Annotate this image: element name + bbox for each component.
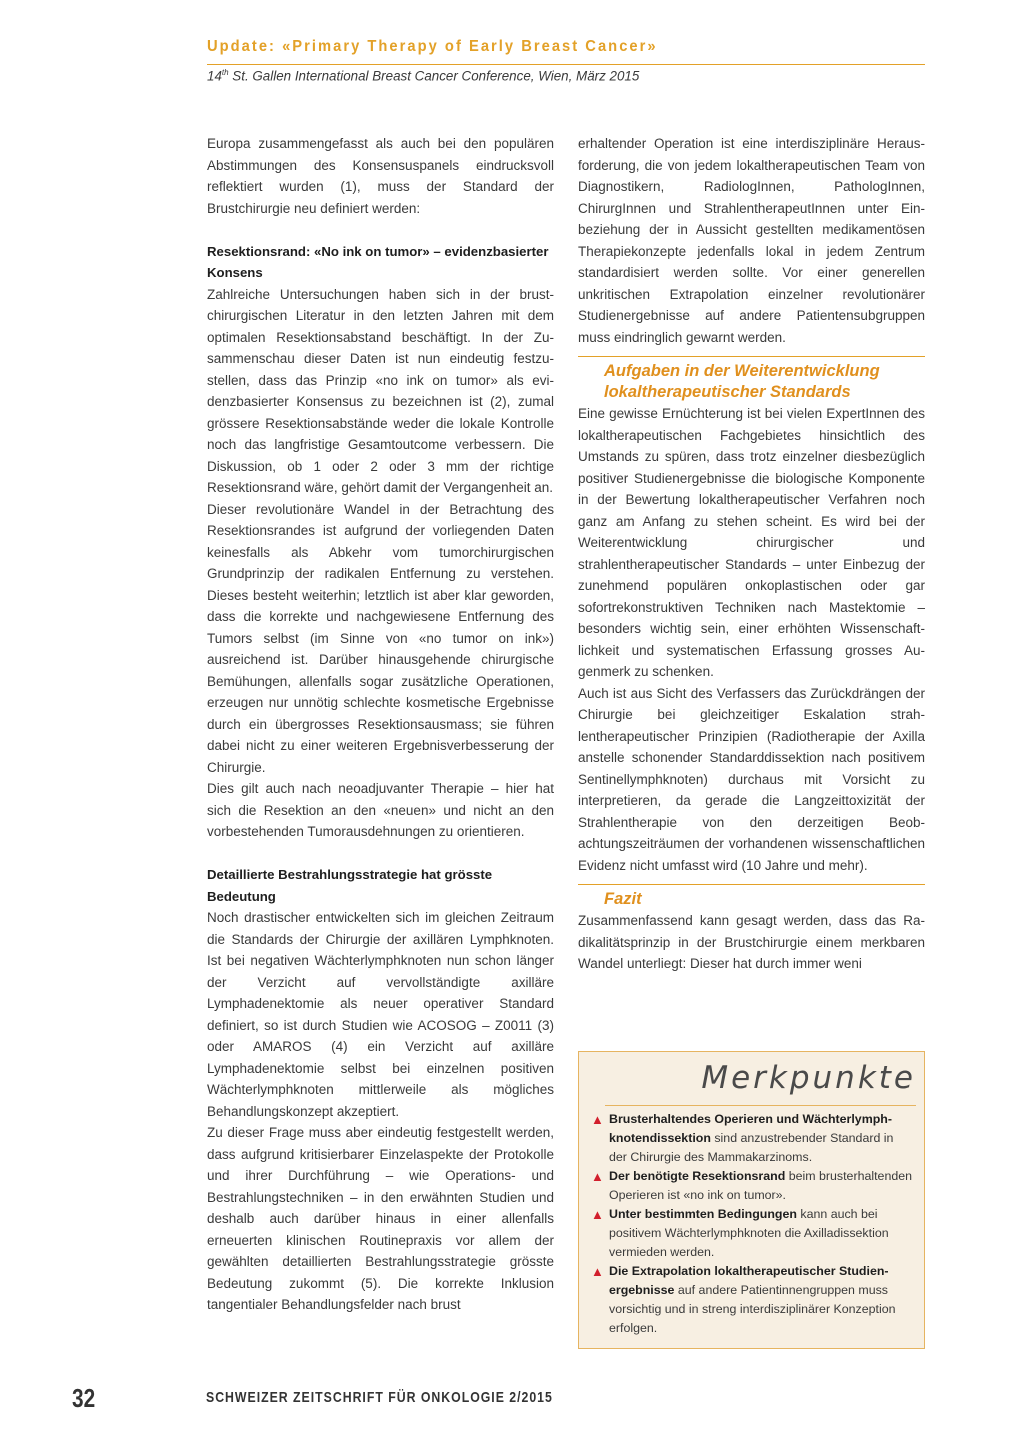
paragraph: Zusammenfassend kann gesagt werden, dass das Radikalitätsprinzip in der Brustchirurgie einem merkbaren Wandel unterliegt: Dieser hat durch immer weni [578,913,925,971]
running-header [207,36,925,83]
header-sub-sup: th [221,68,229,77]
item-text: auf andere Patientinnengruppen muss vorsichtig und in streng interdisziplinärer Konzeption erfolgen. [609,1283,896,1335]
item-text: beim brusterhaltenden Operieren ist «no ink on tumor». [609,1169,913,1202]
list-item [589,1262,914,1338]
triangle-bullet-icon: ▲ [591,1112,604,1127]
merkpunkte-list [589,1110,914,1338]
item-bold: Die Extrapolation lokaltherapeutischer Studienergebnisse [609,1264,889,1297]
item-text: kann auch bei positivem Wächterlymphknoten die Axilladissektion vermieden werden. [609,1207,889,1259]
section-heading-bestrahlungsstrategie: Detaillierte Bestrahlungsstrategie hat grösste Bedeutung [207,867,493,904]
journal-name: SCHWEIZER ZEITSCHRIFT FÜR ONKOLOGIE 2/2015 [206,1389,553,1406]
header-title: Update: «Primary Therapy of Early Breast Cancer» [207,38,658,55]
item-bold: Brusterhaltendes Operieren und Wächterlymphknotendissektion [609,1112,892,1145]
right-column [578,133,925,975]
list-item [589,1167,914,1205]
section-heading-fazit: Fazit [604,890,642,908]
header-subtitle [207,68,925,83]
section-heading-aufgaben: Aufgaben in der Weiterentwicklung lokaltherapeutischer Standards [604,362,880,401]
page-number: 32 [72,1383,96,1413]
paragraph: Europa zusammengefasst als auch bei den populären Abstimmungen des Konsensuspanels eindrucksvoll reflektiert wurden (1), muss der Standard der Brustchirurgie neu definiert werden: [207,136,554,216]
paragraph: Zahlreiche Untersuchungen haben sich in der brustchirurgischen Literatur in den letzten Jahren mit dem optimalen Resektionsabstand beschäftigt. In der Zusammenschau dieser Daten ist nun eindeutig festzustellen, dass das Prinzip «no ink on tumor» als evidenzbasierter Konsensus zu bezeichnen ist (2), zumal grössere Resektionsabstände weder die lokale Kontrolle noch das langfristige Gesamtoutcome verbessern. Die Diskussion, ob 1 oder 2 oder 3 mm der richtige Resektionsrand wäre, gehört damit der Vergangenheit an. [207,286,554,495]
list-item [589,1205,914,1262]
section-heading-resektionsrand: Resektionsrand: «No ink on tumor» – evidenzbasierter Konsens [207,243,549,280]
triangle-bullet-icon: ▲ [591,1207,604,1222]
paragraph: Zu dieser Frage muss aber eindeutig festgestellt werden, dass aufgrund kritisierbarer Einzelaspekte der Protokolle und ihrer Durchführung – wie Operations- und Bestrahlungstechniken – in den erwähnten Studien und deshalb auch darüber hinaus in einer allenfalls erneuerten klinischen Routinepraxis vor allem der gewählten detaillierten Bestrahlungsstrategie grösste Bedeutung zukommt (5). Die korrekte Inklusion tangentialer Behandlungsfelder nach brust [207,1125,554,1312]
paragraph: erhaltender Operation ist eine interdisziplinäre Herausforderung, die von jedem lokaltherapeutischen Team von Diagnostikern, RadiologInnen, PathologInnen, ChirurgInnen und StrahlentherapeutInnen unter Einbeziehung der in Aussicht gestellten medikamentösen Therapiekonzepte jedenfalls lokal in jedem Zentrum standardisiert werden sollte. Vor einer generellen unkritischen Extrapolation einzelner revolutionärer Studienergebnisse auf andere Patientensubgruppen muss eindringlich gewarnt werden. [578,136,925,345]
left-column [207,133,554,1316]
section-head-fazit [578,884,925,910]
merkpunkte-box [578,1051,925,1349]
paragraph: Eine gewisse Ernüchterung ist bei vielen ExpertInnen des lokaltherapeutischen Fachgebietes hinsichtlich des Umstands zu spüren, dass trotz einzelner diesbezüglich positiver Studienergebnisse die biologische Komponente in der Bewertung lokaltherapeutischer Verfahren noch ganz am Anfang zu stehen scheint. Es wird bei der Weiterentwicklung chirurgischer und strahlentherapeutischer Standards – unter Einbezug der zunehmend populären onkoplastischen oder gar sofortrekonstruktiven Techniken nach Mastektomie – besonders wichtig sein, einer erhöhten Wissenschaftlichkeit und systematischen Erfassung grosses Augenmerk zu schenken. [578,406,925,679]
paragraph: Dies gilt auch nach neoadjuvanter Therapie – hier hat sich die Resektion an den «neuen» und nicht an den vorbestehenden Tumorausdehnungen zu orientieren. [207,781,554,839]
triangle-bullet-icon: ▲ [591,1169,604,1184]
merkpunkte-title: Merkpunkte [701,1060,916,1096]
paragraph: Noch drastischer entwickelten sich im gleichen Zeitraum die Standards der Chirurgie der axillären Lymphknoten. Ist bei negativen Wächterlymphknoten nun schon länger der Verzicht auf vervollständigte axilläre Lymphadenektomie als neuer operativer Standard definiert, so ist durch Studien wie ACOSOG – Z0011 (3) oder AMAROS (4) ein Verzicht auf axilläre Lymphadenektomie selbst bei einzelnen positiven Wächterlymphknoten mittlerweile als mögliches Behandlungskonzept akzeptiert. [207,910,554,1119]
item-bold: Unter bestimmten Bedingungen [609,1207,797,1221]
header-rule [207,64,925,65]
triangle-bullet-icon: ▲ [591,1264,604,1279]
list-item [589,1110,914,1167]
item-text: sind anzustrebender Standard in der Chirurgie des Mammakarzinoms. [609,1131,894,1164]
header-sub-pre: 14 [207,68,222,84]
item-bold: Der benötigte Resektionsrand [609,1169,786,1183]
paragraph: Auch ist aus Sicht des Verfassers das Zurückdrängen der Chirurgie bei gleichzeitiger Eskalation strahlentherapeutischer Prinzipien (Radiotherapie der Axilla anstelle schonender Standarddissektion nach positivem Sentinellymphknoten) durchaus mit Vorsicht zu interpretieren, da gerade die Langzeittoxizität der Strahlentherapie von den derzeitigen Beobachtungszeiträumen der vorhandenen wissenschaftlichen Evidenz nicht umfasst wird (10 Jahre und mehr). [578,685,925,873]
merkpunkte-rule [605,1105,916,1106]
paragraph: Dieser revolutionäre Wandel in der Betrachtung des Resektionsrandes ist aufgrund der vorliegenden Daten keinesfalls als Abkehr vom tumorchirurgischen Grundprinzip der radikalen Entfernung zu verstehen. Dieses besteht weiterhin; letztlich ist aber klar geworden, dass die korrekte und nachgewiesene Entfernung des Tumors selbst (im Sinne von «no tumor on ink») ausreichend ist. Darüber hinausgehende chirurgische Bemühungen, allenfalls sogar zusätzliche Operationen, erzeugen nur unnötig schlechte kosmetische Ergebnisse durch ein übergrosses Resektionsausmass; sie führen dabei nicht zu einer weiteren Ergebnisverbesserung der Chirurgie. [207,501,554,775]
header-sub-post: St. Gallen International Breast Cancer Conference, Wien, März 2015 [228,68,640,84]
section-head-aufgaben [578,356,925,403]
